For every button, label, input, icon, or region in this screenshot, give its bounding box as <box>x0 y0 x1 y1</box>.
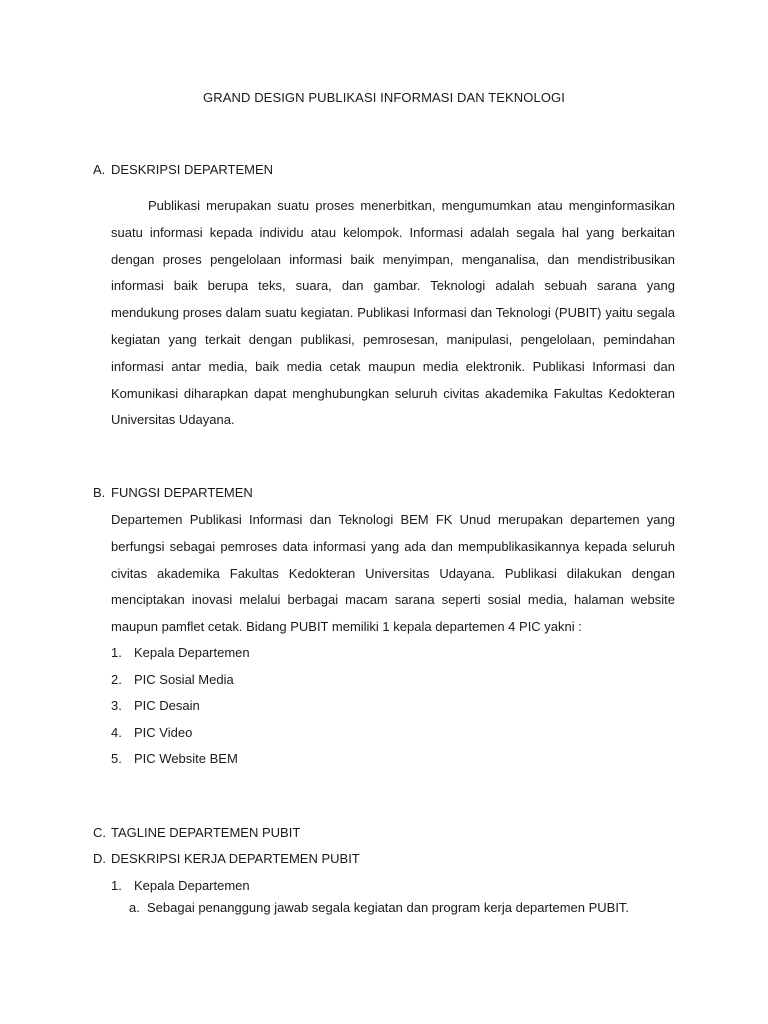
section-a-paragraph: Publikasi merupakan suatu proses menerbitkan, mengumumkan atau menginformasikan suatu informasi kepada individu atau kelompok. Informasi adalah segala hal yang berkaitan dengan proses pengelolaan informasi baik menyimpan, menganalisa, dan mendistribusikan informasi baik berupa teks, suara, dan gambar. Teknologi adalah sebuah sarana yang mendukung proses dalam suatu kegiatan. Publikasi Informasi dan Teknologi (PUBIT) yaitu segala kegiatan yang terkait dengan publikasi, pemrosesan, manipulasi, pengelolaan, pemindahan informasi antar media, baik media cetak maupun media elektronik. Publikasi Informasi dan Komunikasi diharapkan dapat menghubungkan seluruh civitas akademika Fakultas Kedokteran Universitas Udayana. <box>111 198 675 428</box>
list-item: 2. PIC Sosial Media <box>111 671 234 687</box>
section-c-title: TAGLINE DEPARTEMEN PUBIT <box>111 825 301 840</box>
section-b-title: FUNGSI DEPARTEMEN <box>111 485 253 500</box>
list-item: 4. PIC Video <box>111 724 193 740</box>
sub-list-item: a. Sebagai penanggung jawab segala kegiatan dan program kerja departemen PUBIT. <box>129 900 630 915</box>
section-b-letter: B. <box>93 485 106 500</box>
section-b-paragraph: Departemen Publikasi Informasi dan Teknologi BEM FK Unud merupakan departemen yang berfungsi sebagai pemroses data informasi yang ada dan mempublikasikannya kepada seluruh civitas akademika Fakultas Kedokteran Universitas Udayana. Publikasi dilakukan dengan menciptakan inovasi melalui berbagai macam sarana seperti sosial media, halaman website maupun pamflet cetak. Bidang PUBIT memiliki 1 kepala departemen 4 PIC yakni : <box>111 512 675 635</box>
section-c-heading <box>93 825 300 840</box>
list-item: 1. Kepala Departemen <box>111 645 250 660</box>
document-title: GRAND DESIGN PUBLIKASI INFORMASI DAN TEKNOLOGI <box>203 90 565 105</box>
section-a-title: DESKRIPSI DEPARTEMEN <box>111 162 274 177</box>
section-c-letter: C. <box>93 825 106 840</box>
section-b-list <box>111 640 250 773</box>
list-item: 1. Kepala Departemen <box>111 878 250 893</box>
section-d-list <box>111 873 250 900</box>
section-d-letter: D. <box>93 851 106 866</box>
section-b-heading <box>93 485 253 500</box>
section-a-letter: A. <box>93 162 106 177</box>
list-item: 5. PIC Website BEM <box>111 751 238 766</box>
section-a-heading <box>93 162 273 177</box>
section-d-title: DESKRIPSI KERJA DEPARTEMEN PUBIT <box>111 851 360 866</box>
section-d-sublist <box>129 900 629 915</box>
list-item: 3. PIC Desain <box>111 698 200 713</box>
section-d-heading <box>93 851 360 866</box>
